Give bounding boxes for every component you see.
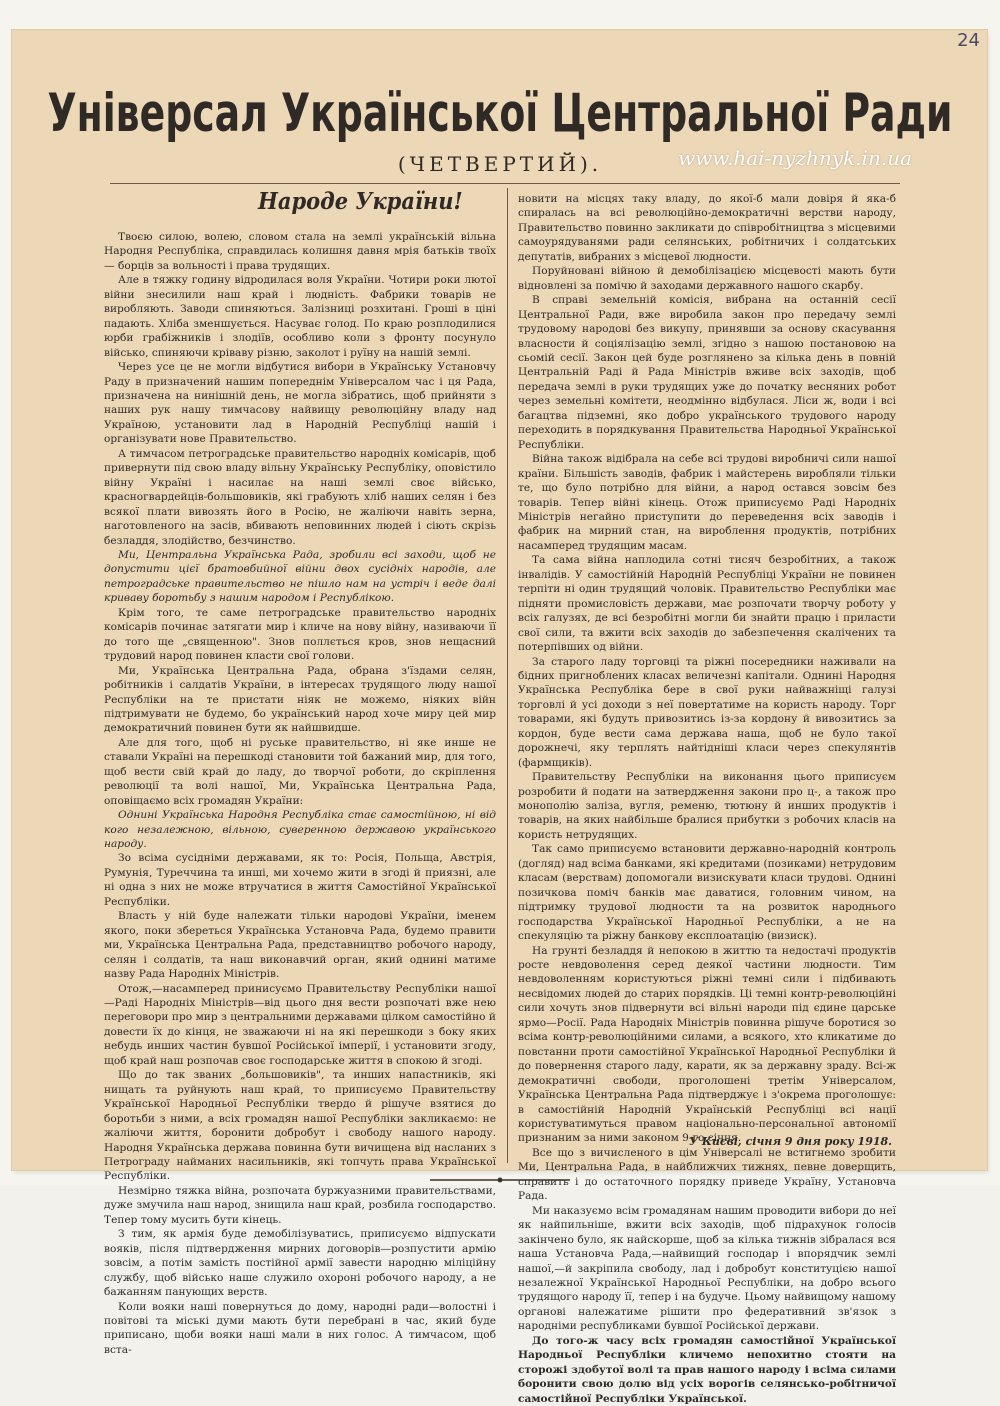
document-subtitle: (ЧЕТВЕРТИЙ). [397,152,603,176]
paragraph: На грунті безладдя й непокою в життю та недостачі продуктів росте невдоволення серед деякої частини людности. Тим невдоволенням користуються ріжні темні сили і підбивають несвідомих людей до старих порядків. Ці темні контр-революційні сили хочуть знов підвернути всі вільні народи під єдине царське ярмо—Росії. Рада Народніх Міністрів повинна рішуче боротися зо всіма контр-революційними силами, а всякого, хто кликатиме до повстанни проти самостійної Української Народньої Республіки й до повернення старого ладу, карати, як за державну зраду. Всі-ж демократичні свободи, проголошені третім Універсалом, Українська Центральна Рада підтверджує і з'окрема проголошує: в самостійній Народній Українській Республіці всі нації користуватимуться правом національно-персональної автономії признаним за ними законом 9-го січня. [518,944,896,1145]
paragraph: Ми, Центральна Українська Рада, зробили всі заходи, щоб не допустити цієї братовбийної війни двох сусідніх народів, але петроградське правительство не пішло нам на устріч і веде далі криваву боротьбу з нашим народом і Республікою. [104,548,496,605]
paragraph: Що до так званих „большовиків", та инших напастників, які нищать та руйнують наш край, то приписуємо Правительству Української Народньої Республіки твердо й рішуче взятися до боротьби з ними, а всіх громадян нашої Республіки закликаємо: не жаліючи життя, боронити добробут і свободу нашого народу. Народня Українська держава повинна бути вичищена від насланих з Петрограду найманих насильників, які топчуть права Української Республіки. [104,1069,496,1183]
paragraph: Зо всіма сусідніми державами, як то: Росія, Польща, Австрія, Румунія, Туреччина та инші, ми хочемо жити в згоді й приязні, але ні одна з них не може втручатися в життя Самостійної Української Республіки. [104,852,496,908]
paragraph: Через усе це не могли відбутися вибори в Українську Установчу Раду в призначений нашим попереднім Універсалом час і ця Рада, призначена на нинішній день, не могла зібратись, щоб прийняти з наших рук нашу тимчасову найвищу революційну владу над Україною, установити лад в Народній Республіці нашій і організувати нове Правительство. [104,361,496,446]
paragraph: За старого ладу торговці та ріжні посередники наживали на бідних пригноблених класах величезні капітали. Однині Народня Українська Республіка бере в свої руки найважніщі галузі торговлі й усі доходи з неї повертатиме на користь народу. Торг товарами, які будуть привозитись із-за кордону й вивозитись за кордон, буде вести сама держава наша, щоб не було такої дорожнечі, яку терплять найтіднішi класи через спекулянтів (фармщиків). [518,655,896,769]
paragraph: Крім того, те саме петроградське правительство народніх комісарів починає затягати мир і кличе на нову війну, називаючи її до того ще „священною". Знов поллється кров, знов нещасний трудовий народ повинен класти свої голови. [104,606,496,663]
paragraph: В справі земельній комісія, вибрана на останній сесії Центральної Ради, вже виробила закон про передачу землі трудовому народові без викупу, принявши за основу скасування власности й соціялізацію землі, згідно з нашою постановою на сьомій сесії. Закон цей буде розглянено за кілька день в повній Центральній Раді й Рада Міністрів вживе всіх заходів, щоб передача землі в руки трудящих уже до початку весняних робот через земельні комітети, неодмінно відбулася. Ліси ж, води і всі багацтва підземні, яко добро українського трудового народу переходить в порядкування Правительства Народньої Української Республіки. [518,294,896,451]
watermark: www.hai-nyzhnyk.in.ua [678,146,912,170]
paragraph: Власть у ній буде належати тільки народові України, іменем якого, поки збереться Українська Установча Рада, будемо правити ми, Українська Центральна Рада, представництво робочого народу, селян і солдатів, та наш виконавчий орган, який однині матиме назву Рада Народніх Міністрів. [104,910,496,981]
paragraph: Все що з вичисленого в цім Універсалі не встигнемо зробити Ми, Центральна Рада, в найближчих тижнях, певне доверщить, справить і до остаточного порядку приведе Україну, Установча Рада. [518,1146,896,1203]
paragraph: Але в тяжку годину відродилася воля України. Чотири роки лютої війни знесилили наш край і людність. Фабрики товарів не виробляють. Заводи спиняються. Залізниці розхитані. Гроші в ціні падають. Хліба зменшується. Насуває голод. По краю розплодилися юрби грабіжників і злодіїв, особливо коли з фронту посунуло військо, спиняючи кріваву різню, заколот і руїну на нашій землі. [104,274,496,359]
paragraph: Правительству Республіки на виконання цього приписуєм розробити й подати на затвердження закони про ц-, а також про монополію заліза, вугля, ременю, тютюну й инших продуктів і товарів, на яких найбільше бралися прибутки з робочих класів на користь нетрудящих. [518,771,896,841]
paragraph: Але для того, щоб ні руське правительство, ні яке инше не ставали Україні на перешкоді становити той бажаний мир, для того, щоб вести свій край до ладу, до творчої роботи, до скріплення революції та волі нашої, Ми, Українська Центральна Рада, оповіщаємо всіх громадян України: [104,736,496,807]
ornament-divider [430,1176,570,1184]
right-column [518,192,896,1406]
paragraph: З тим, як армія буде демобілізуватись, приписуємо відпускати вояків, після підтвердження мирних договорів—розпустити армію зовсім, а потім замість постійної армії завести народню міліційну службу, щоб військо наше служило охороні робочого народу, а не бажанням панующих верств. [104,1228,496,1299]
paragraph: Так само приписуємо встановити державно-народній контроль (догляд) над всіма банками, які кредитами (позиками) нетрудовим класам (верствам) допомогали визискувати класи трудові. Однині позичкова поміч банків має даватися, головним чином, на підтримку трудової людности та на розвиток народнього господарства Української Народньої Республіки, а не на спекуляцію та ріжну банкову експлоатацію (визиск). [518,843,896,943]
paragraph: Ми, Українська Центральна Рада, обрана з'їздами селян, робітників і салдатів України, в інтересах трудящого люду нашої Республіки на те пристати ніяк не можемо, ніяких війн підтримувати не будемо, бо український народ хоче миру цей мир демократичний повинен бути як найшвидше. [104,664,496,735]
greeting-heading: Народе України! [258,186,463,215]
date-line: У Києві, січня 9 дня року 1918. [689,1135,892,1148]
paragraph: Однині Українська Народня Республіка стає самостійною, ні від кого незалежною, вільною, суверенною державою українського народу. [104,809,496,851]
paragraph: Поруйновані війною й демобілізацією місцевості мають бути відновлені за помічю й заходами державного нашого скарбу. [518,265,896,292]
paragraph: Отож,—насамперед принисуємо Правительству Республіки нашої—Раді Народніх Міністрів—від цього дня вести розпочаті вже нею переговори про мир з центральними державами цілком самостійно й довести їх до кінця, не зважаючи ні на які перешкоди з боку яких небудь инших частин бувшої Російської імперії, і установити згоду, щоб край наш розпочав своє господарське життя в спокою й згоді. [104,982,496,1067]
paragraph: Та сама війна наплодила сотні тисяч безробітних, а також інвалідів. У самостійній Народній Республіці України не повинен терпіти ні один трудящий чоловік. Правительство Республіки має підняти промисловість держави, має розпочати творчу роботу у всіх галузях, де всі безробітні могли би знайти працю і приласти свої сили, та вжити всіх заходів до забезпечення скалічених та потерпівших од війни. [518,554,896,654]
paragraph: Ми наказуємо всім громадянам нашим проводити вибори до неї як найпильніше, вжити всіх заходів, щоб підрахунок голосів закінчено було, як найскорше, щоб за кілька тижнів зібралася вся наша Установча Рада,—найвищий господар і впорядчик землі нашої,—й закріпила свободу, лад і добробут конституцією нашої незалежної Української Народньої Республіки, на добро всього трудящого народу її, тепер і на будуче. Цьому найвищому нашому органові належатиме рішити про федеративний зв'язок з народніми республиками бувшої Російської держави. [518,1204,896,1333]
paragraph: А тимчасом петроградське правительство народніх комісарів, щоб привернути під свою владу вільну Українську Республіку, оповістило війну Україні і насилає на наші землі своє військо, красногвардейців-большовиків, які грабують хліб наших селян і без всякої плати вивозять його в Росію, не жаліючи навіть зерна, наготовленого на засів, вбивають неповинних людей і сіють скрізь безладдя, злодійство, безчинство. [104,447,496,547]
header-divider [110,183,900,184]
column-divider [507,188,508,1163]
left-column [104,230,496,1357]
paragraph: Коли вояки наші повернуться до дому, народні ради—волостні і повітові та міські думи мають бути перебрані в час, який буде приписано, щоби вояки наші мали в них голос. А тимчасом, щоб вста- [104,1300,496,1356]
document-title: Універсал Української Центральної Ради [47,82,953,144]
paragraph: новити на місцях таку владу, до якої-б мали довіря й яка-б спиралась на всі революційно-демократичні верстви народу, Правительство повинно закликати до співробітництва з місцевими самоурядуванями ради селянських, робітничих і солдатських депутатів, вибраних з місцевої людности. [518,193,896,263]
paragraph: До того-ж часу всіх громадян самостійної Української Народньої Республіки кличемо непохитно стояти на сторожі здобутої волі та прав нашого народу і всіма силами боронити свою долю від усіх ворогів селянсько-робітничої самостійної Республіки Української. [518,1334,896,1405]
paragraph: Твоєю силою, волею, словом стала на землі українській вільна Народня Республіка, справдилась колишня давня мрія батьків твоїх— борців за вольності і права трудящих. [104,231,496,272]
paragraph: Війна також відібрала на себе всі трудові виробничі сили нашої країни. Більшість заводів, фабрик і майстерень виробляли тільки те, що було потрібно для війни, а народ остався зовсім без товарів. Тепер війні кінець. Отож приписуємо Раді Народніх Міністрів негайно приступити до переведення всіх заводів і фабрик на мирний стан, на вироблення продуктів, потрібних насамперед трудящим масам. [518,453,896,552]
page-number: 24 [957,30,980,51]
paragraph: Незмірно тяжка війна, розпочата буржуазними правительствами, дуже змучила наш народ, знищила наш край, розбила господарство. Тепер тому мусить бути кінець. [104,1184,496,1226]
